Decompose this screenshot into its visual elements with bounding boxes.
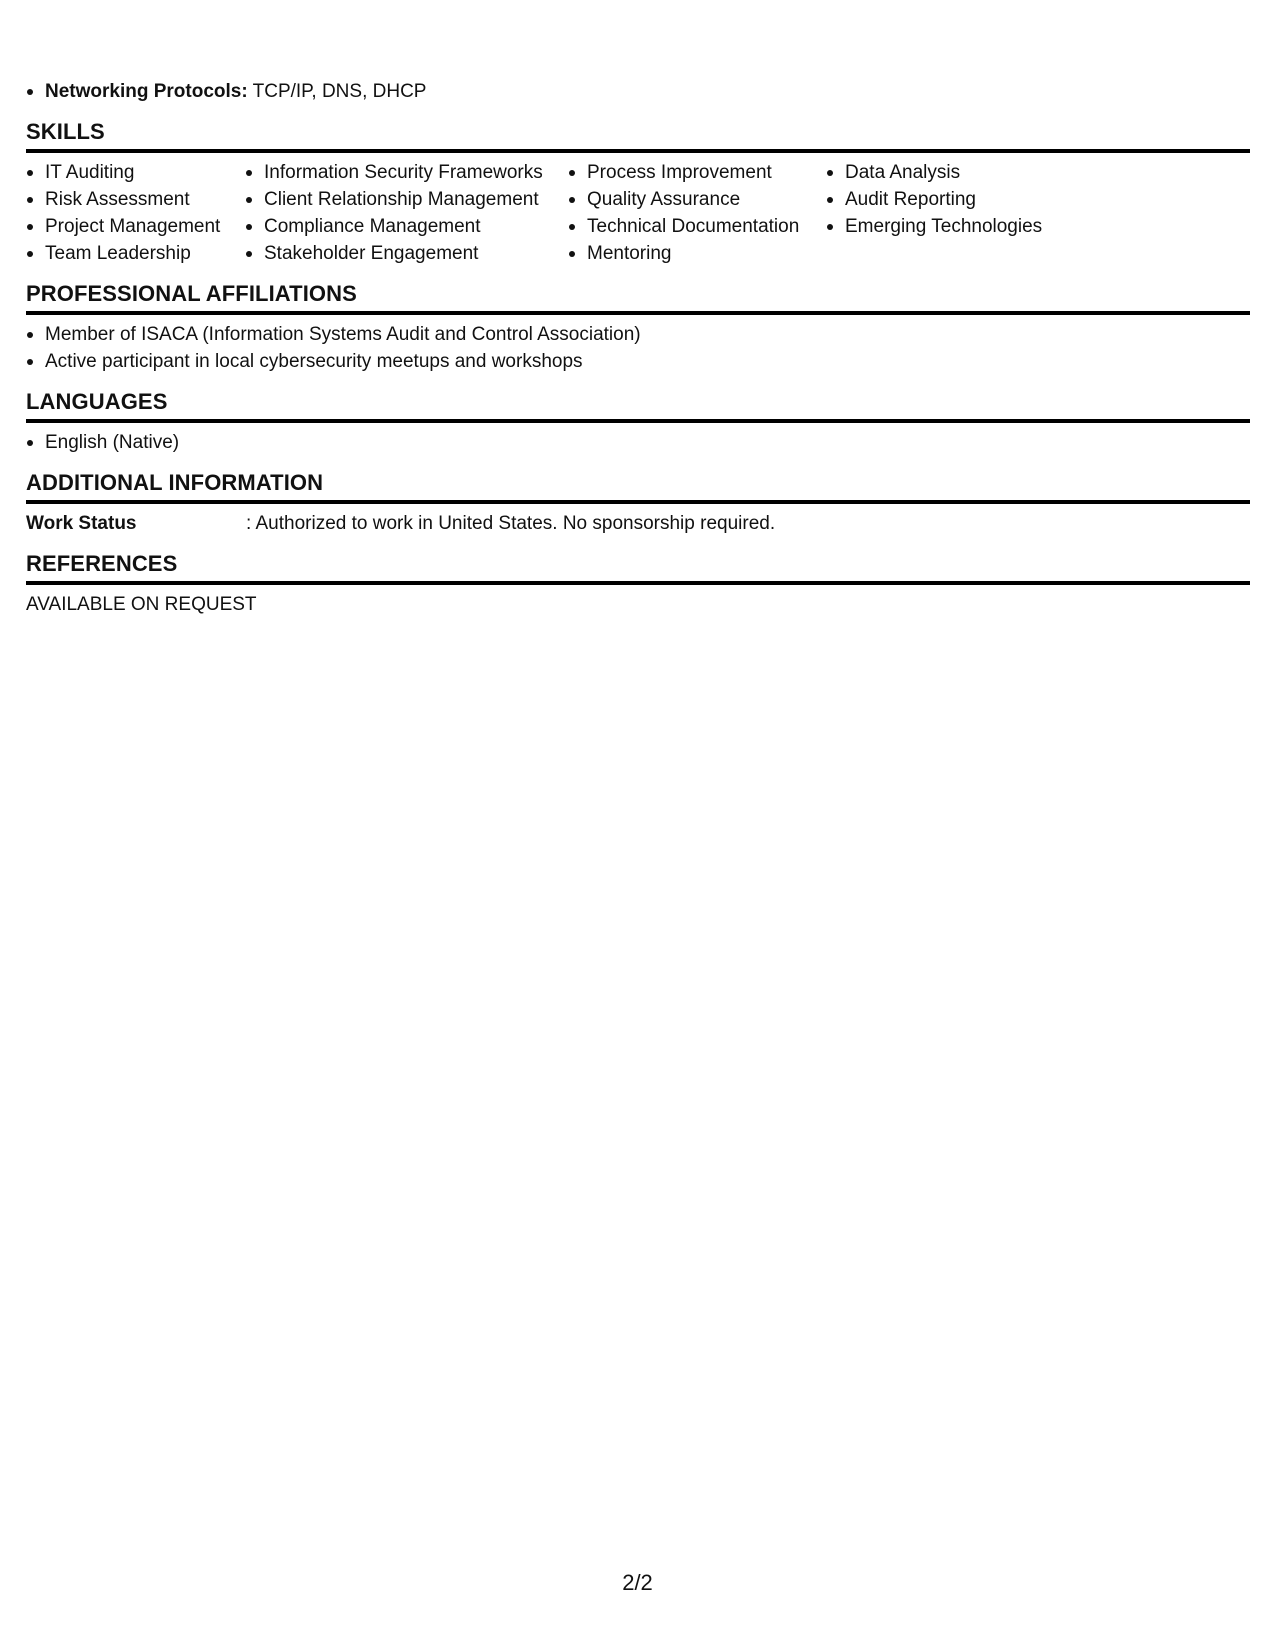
list-item: Risk Assessment (26, 186, 245, 213)
work-status-value: : Authorized to work in United States. No sponsorship required. (246, 513, 776, 534)
skills-column-3 (568, 159, 826, 267)
technical-skills-list (26, 78, 1250, 105)
skills-column-1 (26, 159, 245, 267)
skills-column-2 (245, 159, 568, 267)
work-status-row (26, 510, 1250, 537)
section-title-skills: SKILLS (26, 119, 1250, 153)
list-item: Quality Assurance (568, 186, 826, 213)
list-item: Process Improvement (568, 159, 826, 186)
list-item: Stakeholder Engagement (245, 240, 568, 267)
section-title-affiliations: PROFESSIONAL AFFILIATIONS (26, 281, 1250, 315)
section-title-additional-info: ADDITIONAL INFORMATION (26, 470, 1250, 504)
list-item (26, 78, 1250, 105)
additional-info-section (26, 470, 1250, 537)
item-value: TCP/IP, DNS, DHCP (252, 81, 427, 102)
list-item: Client Relationship Management (245, 186, 568, 213)
list-item: Project Management (26, 213, 245, 240)
affiliations-list (26, 321, 1250, 375)
resume-page (26, 78, 1250, 618)
list-item: Audit Reporting (826, 186, 1086, 213)
list-item: Mentoring (568, 240, 826, 267)
list-item: Information Security Frameworks (245, 159, 568, 186)
references-text: AVAILABLE ON REQUEST (26, 594, 257, 615)
list-item: Compliance Management (245, 213, 568, 240)
list-item: Team Leadership (26, 240, 245, 267)
affiliations-section (26, 281, 1250, 375)
skills-grid (26, 159, 1250, 267)
list-item: Data Analysis (826, 159, 1086, 186)
languages-list (26, 429, 1250, 456)
list-item: IT Auditing (26, 159, 245, 186)
references-section (26, 551, 1250, 618)
page-number: 2/2 (622, 1570, 653, 1595)
list-item: English (Native) (26, 429, 1250, 456)
skills-section (26, 119, 1250, 267)
list-item: Technical Documentation (568, 213, 826, 240)
languages-section (26, 389, 1250, 456)
section-title-references: REFERENCES (26, 551, 1250, 585)
work-status-label: Work Status (26, 513, 137, 534)
section-title-languages: LANGUAGES (26, 389, 1250, 423)
list-item: Emerging Technologies (826, 213, 1086, 240)
item-label: Networking Protocols: (45, 81, 248, 102)
list-item: Member of ISACA (Information Systems Audit and Control Association) (26, 321, 1250, 348)
list-item: Active participant in local cybersecurity meetups and workshops (26, 348, 1250, 375)
skills-column-4 (826, 159, 1086, 267)
